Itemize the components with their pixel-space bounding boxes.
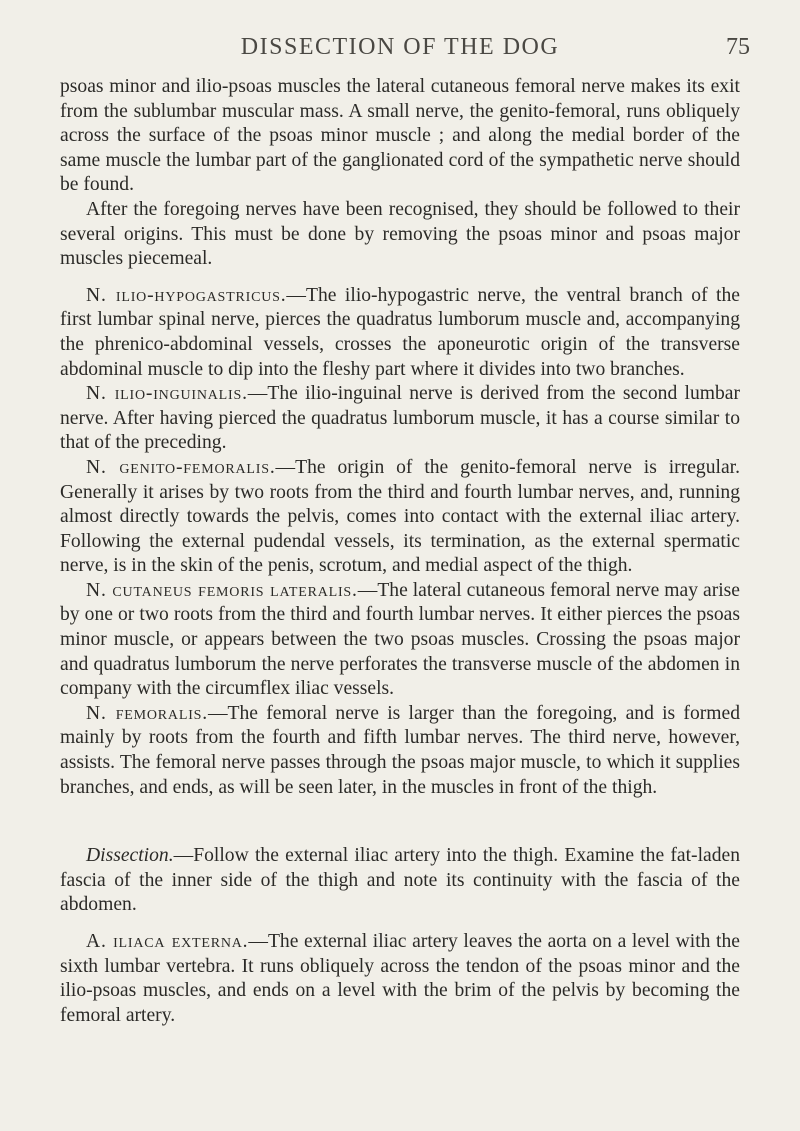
paragraph-dissection — [60, 844, 740, 918]
paragraph-ilio-hypogastricus — [60, 284, 740, 382]
heading-genito-femoralis: N. genito-femoralis. — [86, 456, 276, 478]
body-text — [60, 75, 740, 1028]
paragraph-follow-nerves: After the foregoing nerves have been recognised, they should be followed to their several origins. This must be done by removing the psoas minor and psoas major muscles piecemeal. — [60, 198, 740, 270]
heading-iliaca-externa: A. iliaca externa. — [86, 931, 249, 952]
text-ilio-inguinalis: —The ilio-inguinal nerve is derived from the second lumbar nerve. After having pierced the quadratus lumborum muscle, it has a course similar to that of the preceding. — [60, 383, 740, 454]
page-number: 75 — [726, 34, 750, 60]
paragraph-femoralis — [60, 702, 740, 800]
text-dissection: —Follow the external iliac artery into the thigh. Examine the fat-laden fascia of the inner side of the thigh and note its continuity with the fascia of the abdomen. — [60, 845, 740, 916]
text-femoralis: —The femoral nerve is larger than the foregoing, and is formed mainly by roots from the fourth and fifth lumbar nerves. The third nerve, however, assists. The femoral nerve passes through the psoas major muscle, to which it supplies branches, and ends, as will be seen later, in the muscles in front of the thigh. — [60, 702, 741, 798]
text-cutaneus-femoris: —The lateral cutaneous femoral nerve may arise by one or two roots from the third and fourth lumbar nerves. It either pierces the psoas minor muscle, or appears between the two psoas muscles. Crossing the psoas major and quadratus lumborum the nerve perforates the transverse muscle of the abdomen in company with the circumflex iliac vessels. — [60, 579, 740, 700]
text-iliaca-externa: —The external iliac artery leaves the aorta on a level with the sixth lumbar vertebra. It runs obliquely across the tendon of the psoas minor and the ilio-psoas muscles, and ends on a level with the brim of the pelvis by becoming the femoral artery. — [60, 931, 740, 1026]
paragraph-genito-femoralis — [60, 456, 740, 579]
heading-ilio-inguinalis: N. ilio-inguinalis. — [86, 383, 248, 405]
running-head-title: DISSECTION OF THE DOG — [240, 34, 560, 60]
text-genito-femoralis: —The origin of the genito-femoral nerve is irregular. Generally it arises by two roots from the third and fourth lumbar nerves, and, running almost directly towards the pelvis, comes into contact with the external iliac artery. Following the external pudendal vessels, its termination, as the external spermatic nerve, is in the skin of the penis, scrotum, and medial aspect of the thigh. — [60, 456, 740, 577]
paragraph-iliaca-externa — [60, 930, 740, 1028]
paragraph-ilio-inguinalis — [60, 382, 740, 456]
running-head — [0, 34, 800, 68]
heading-femoralis: N. femoralis. — [86, 702, 208, 724]
heading-dissection: Dissection. — [86, 845, 174, 867]
heading-cutaneus-femoris: N. cutaneus femoris lateralis. — [86, 579, 358, 601]
paragraph-continuation: psoas minor and ilio-psoas muscles the lateral cutaneous femoral nerve makes its exit from the sublumbar muscular mass. A small nerve, the genito-femoral, runs obliquely across the surface of the psoas minor muscle ; and along the medial border of the same muscle the lumbar part of the ganglionated cord of the sympathetic nerve should be found. — [60, 76, 740, 196]
text-ilio-hypogastricus: —The ilio-hypogastric nerve, the ventral branch of the first lumbar spinal nerve, pierces the quadratus lumborum muscle and, accompanying the phrenico-abdominal vessels, crosses the aponeurotic origin of the transverse abdominal muscle to dip into the fleshy part where it divides into two branches. — [60, 284, 740, 380]
heading-ilio-hypogastricus: N. ilio-hypogastricus. — [86, 284, 287, 306]
paragraph-cutaneus-femoris — [60, 579, 740, 702]
